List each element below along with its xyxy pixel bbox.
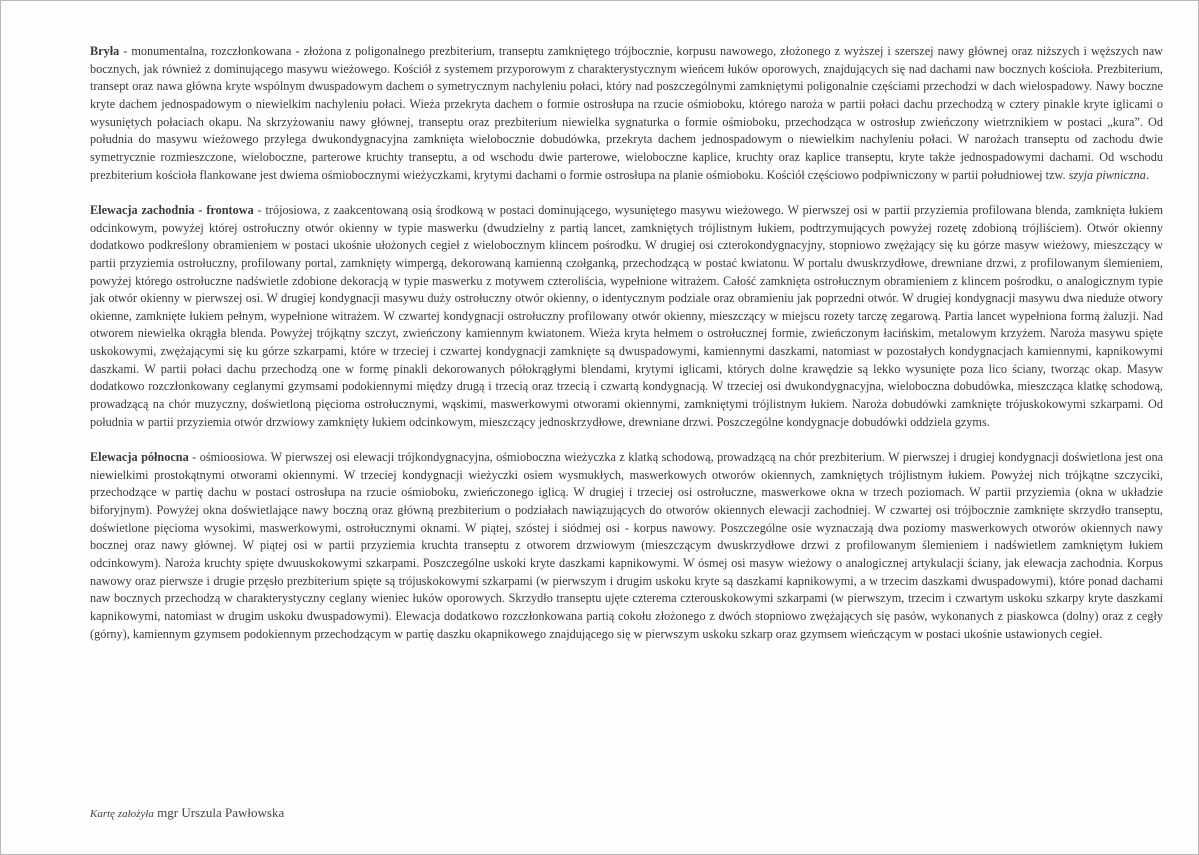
section-text: - trójosiowa, z zaakcentowaną osią środkową w postaci dominującego, wysuniętego masywu wieżowego. W pierwszej osi w partii przyziemia profilowana blenda, zamknięta łukiem odcinkowym, powyżej której ostrołuczny otwór okienny w typie maswerku (dwudzielny z partią lancet, zamkniętych trójlistnym łukiem, podtrzymujących powyżej rozetę zdobioną trójliściem). Otwór okienny dodatkowo podkreślony obramieniem w postaci ukośnie ułożonych cegieł z wielobocznym klincem pośrodku. W drugiej osi czterokondygnacyjny, stopniowo zwężający się ku górze masyw wieżowy, mieszczący w partii przyziemia ostrołuczny, profilowany portal, zamknięty wimpergą, dekorowaną kamienną czołganką, przechodzącą w postać kwiatonu. W portalu dwuskrzydłowe, drewniane drzwi, z profilowanym ślemieniem, powyżej którego ostrołuczne nadświetle zdobione dekoracją w typie maswerku z motywem czteroliścia, wypełnione witrażem. Całość zamknięta ostrołucznym obramieniem z klincem pośrodku, o analogicznym typie jak otwór okienny w pierwszej osi. W drugiej kondygnacji masywu duży ostrołuczny otwór okienny, o identycznym podziale oraz obramieniu jak poprzedni otwór. W drugiej kondygnacji masywu dwa nieduże otwory okienne, zamknięte łukiem pełnym, wypełnione witrażem. W czwartej kondygnacji ostrołuczny profilowany otwór okienny, mieszczący w miejscu rozety tarczę zegarową. Partia lancet wypełniona formą żaluzji. Nad otworem niewielka okrągła blenda. Powyżej trójkątny szczyt, zwieńczony kamiennym kwiatonem. Wieża kryta hełmem o ostrołucznej formie, zwieńczonym łacińskim, metalowym krzyżem. Naroża masywu spięte uskokowymi, zwężającymi się ku górze szkarpami, które w trzeciej i czwartej kondygnacji zamknięte są dwuspadowymi, kamiennymi daszkami, natomiast w pozostałych kondygnacjach kamiennymi, kapnikowymi daszkami. W partii połaci dachu przechodzą one w formę pinakli dekorowanych półokrągłymi blendami, krytymi iglicami, których dolne krawędzie są lekko wysunięte poza lico ściany, tworząc okap. Masyw dodatkowo rozczłonkowany ceglanymi gzymsami podokiennymi między drugą i trzecią oraz trzecią i czwartą kondygnacją. W trzeciej osi dwukondygnacyjna, wieloboczna dobudówka, mieszcząca klatkę schodową, prowadzącą na chór muzyczny, doświetloną pięcioma ostrołucznymi, wąskimi, maswerkowymi otworami okiennymi, zamkniętymi trójlistnym łukiem. Naroża dobudówki zamknięte trójuskokowymi szkarpami. Od południa w partii przyziemia otwór drzwiowy zamknięty łukiem odcinkowym, mieszczący jednoskrzydłowe, drewniane drzwi. Poszczególne kondygnacje dobudówki oddziela gzyms.	[90, 202, 1163, 429]
footer-label: Kartę założyła	[90, 808, 154, 820]
document-footer	[90, 805, 284, 821]
section-bryla	[90, 43, 1163, 184]
footer-author: mgr Urszula Pawłowska	[153, 805, 285, 820]
section-text: - ośmioosiowa. W pierwszej osi elewacji trójkondygnacyjna, ośmioboczna wieżyczka z klatką schodową, prowadzącą na chór prezbiterium. W pierwszej i drugiej kondygnacji doświetlona jest ona niewielkimi prostokątnymi otworami okiennymi. W trzeciej kondygnacji wieżyczki osiem wysmukłych, maswerkowych otworów okiennych, zamkniętych trójlistnym łukiem. Powyżej nich trójkątne szczyciki, przechodzące w partię dachu w postaci ostrosłupa na rzucie ośmioboku, zwieńczonego iglicą. W drugiej i trzeciej osi ostrołuczne, maswerkowe okna w trzech poziomach. W partii przyziemia (okna w układzie biforyjnym). Powyżej okna doświetlające nawy boczną oraz główną prezbiterium o podziałach nawiązujących do otworów okiennych elewacji zachodniej. W czwartej osi trójbocznie zamknięte skrzydło transeptu, doświetlone pięcioma wysokimi, maswerkowymi, ostrołucznymi oknami. W piątej, szóstej i siódmej osi - korpus nawowy. Poszczególne osie wyznaczają dwa poziomy maswerkowych otworów okiennych nawy bocznej oraz nawy głównej. W piątej osi w partii przyziemia kruchta transeptu z otworem drzwiowym (mieszczącym dwuskrzydłowe drzwi z profilowanym ślemieniem i nadświetlem zamkniętym łukiem odcinkowym). Naroża kruchty spięte dwuuskokowymi szkarpami. Poszczególne uskoki kryte daszkami kapnikowymi. W ósmej osi masyw wieżowy o analogicznej artykulacji ściany, jak elewacja zachodnia. Korpus nawowy oraz pierwsze i drugie przęsło prezbiterium spięte są trójuskokowymi szkarpami (w pierwszym i drugim uskoku kryte są daszkami kapnikowymi, a w trzecim daszkami dwuspadowymi), które ponad dachami naw bocznych przechodzą w charakterystyczny ceglany wieniec łuków oporowych. Skrzydło transeptu ujęte czterema czterouskokowymi szkarpami (w pierwszym, trzecim i czwartym uskoku szkarpy kryte daszkami kapnikowymi, natomiast w drugim uskoku dwuspadowymi). Elewacja dodatkowo rozczłonkowana partią cokołu złożonego z dwóch stopniowo zwężających się pasów, wykonanych z piaskowca (dolny) oraz z cegły (górny), kamiennym gzymsem podokiennym przechodzącym w partię daszku okapnikowego znajdującego się w pierwszym uskoku szkarp oraz gzymsem wieńczącym w postaci ukośnie ustawionych cegieł.	[90, 450, 1164, 641]
section-heading: Elewacja północna	[90, 450, 189, 465]
section-heading: Bryła	[90, 44, 120, 58]
section-text: - monumentalna, rozczłonkowana - złożona z poligonalnego prezbiterium, transeptu zamkniętego trójbocznie, korpusu nawowego, złożonego z wyższej i szerszej nawy głównej oraz niższych i węższych naw bocznych, jak również z dominującego masywu wieżowego. Kościół z systemem przyporowym z charakterystycznym wieńcem łuków oporowych, znajdujących się nad dachami naw bocznych kościoła. Prezbiterium, transept oraz nawa główna kryte wspólnym dwuspadowym dachem o symetrycznym nachyleniu połaci, który nad poszczególnymi zamkniętymi poligonalnie częściami przechodzi w dach wielospadowy. Nawy boczne kryte dachem jednospadowym o niewielkim nachyleniu połaci. Wieża przekryta dachem o formie ostrosłupa na rzucie ośmioboku, którego naroża w partii połaci dachu przechodzą w cztery pinakle kryte iglicami o wysuniętych połaciach okapu. Na skrzyżowaniu nawy głównej, transeptu oraz prezbiterium niewielka sygnaturka o formie ośmioboku, przechodząca w ostrosłup zwieńczony wietrznikiem w postaci „kura”. Od południa do masywu wieżowego przylega dwukondygnacyjna zamknięta wielobocznie dobudówka, przekryta dachem jednospadowym o niewielkim nachyleniu połaci. W narożach transeptu od zachodu dwie symetrycznie rozmieszczone, wieloboczne, parterowe kruchty transeptu, a od wschodu dwie parterowe, wieloboczne kaplice, kruchty oraz kaplice transeptu, kryte także jednospadowymi dachami. Od wschodu prezbiterium kościoła flankowane jest dwiema ośmiobocznymi wieżyczkami, krytymi dachami o formie ostrosłupa na planie ośmioboku. Kościół częściowo podpiwniczony w partii południowej tzw.	[90, 44, 1163, 182]
section-elewacja-zachodnia	[90, 202, 1163, 432]
section-heading: Elewacja zachodnia - frontowa	[90, 202, 254, 217]
section-end: .	[1145, 167, 1149, 182]
document-body	[90, 43, 1163, 661]
section-elewacja-polnocna	[90, 449, 1163, 643]
section-italic-term: szyja piwniczna	[1068, 167, 1146, 182]
